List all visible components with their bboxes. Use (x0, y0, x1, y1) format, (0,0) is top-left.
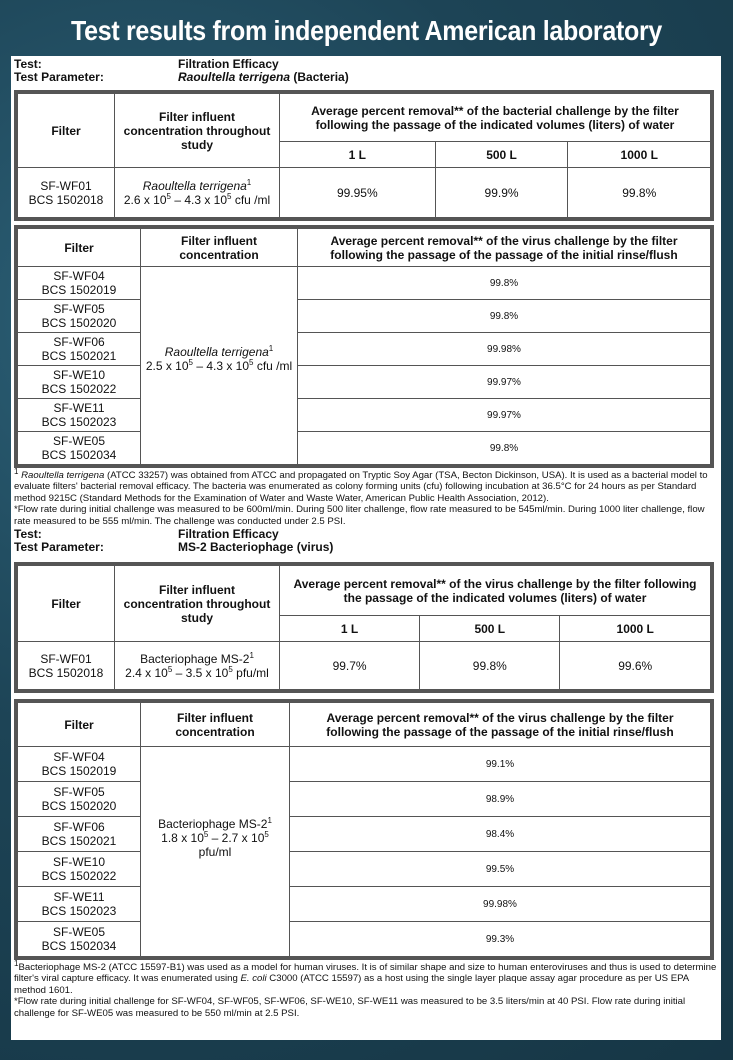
table-row (18, 333, 711, 366)
table-row (18, 399, 711, 432)
table-row (18, 168, 711, 218)
header-filter: Filter (18, 94, 115, 168)
param-value: Raoultella terrigena (Bacteria) (178, 70, 349, 84)
filter-cell: SF-WF06 BCS 1502021 (18, 817, 141, 852)
section1-header (14, 56, 718, 84)
filter-cell: SF-WE11 BCS 1502023 (18, 887, 141, 922)
removal-value-1: 99.95% (280, 168, 436, 218)
removal-value: 99.98% (298, 333, 711, 366)
table-row (18, 852, 711, 887)
page-banner-title: Test results from independent American laboratory (71, 15, 662, 47)
header-volume-3: 1000 L (568, 142, 711, 168)
param-label: Test Parameter: (14, 70, 104, 84)
filter-cell: SF-WF05 BCS 1502020 (18, 300, 141, 333)
filter-cell: SF-WE05 BCS 1502034 (18, 432, 141, 465)
section2-header (14, 528, 718, 554)
removal-value-3: 99.6% (560, 642, 711, 690)
table-row (18, 817, 711, 852)
virus-volume-table (14, 562, 714, 693)
filter-cell: SF-WF06 BCS 1502021 (18, 333, 141, 366)
filter-cell: SF-WE10 BCS 1502022 (18, 366, 141, 399)
removal-value: 99.8% (298, 300, 711, 333)
footnote-virus: $^1$Bacteriophage MS-2 (ATCC 15597-B1) was used as a model for human viruses. It is of similar shape and size to human enteroviruses and thus is used to determine filter's viral capture efficacy. It was enumerated using E. coli C3000 (ATCC 15597) as a host using the single layer plaque assay agar procedure as per US EPA method 1601. (14, 958, 717, 996)
test-label: Test: (14, 527, 42, 542)
header-volume-2: 500 L (435, 142, 568, 168)
table-row (18, 747, 711, 782)
section1-footnotes (14, 466, 718, 527)
influent-cell: Raoultella terrigena$^1$ 2.5 x $10^5 - 4.3$ x $10^5$ cfu /ml (141, 267, 298, 465)
filter-cell: SF-WF05 BCS 1502020 (18, 782, 141, 817)
table-row (18, 366, 711, 399)
table-row (18, 432, 711, 465)
header-average-removal: Average percent removal** of the bacterial challenge by the filter following the passage of the indicated volumes (liters) of water (280, 94, 711, 142)
param-value: MS-2 Bacteriophage (virus) (178, 540, 334, 555)
header-influent: Filter influent concentration throughout study (115, 94, 280, 168)
test-value: Filtration Efficacy (178, 57, 279, 71)
removal-value-2: 99.8% (420, 642, 560, 690)
table-row (18, 300, 711, 333)
header-average-removal: Average percent removal** of the virus challenge by the filter following the passage of the indicated volumes (liters) of water (280, 566, 711, 616)
header-volume-3: 1000 L (560, 616, 711, 642)
table-row (18, 267, 711, 300)
removal-value: 99.1% (290, 747, 711, 782)
test-label: Test: (14, 57, 42, 71)
header-filter: Filter (18, 229, 141, 267)
header-volume-1: 1 L (280, 142, 436, 168)
filter-cell: SF-WE05 BCS 1502034 (18, 922, 141, 957)
footnote-flow-rate: *Flow rate during initial challenge was measured to be 600ml/min. During 500 liter challenge, flow rate measured to be 545ml/min. During 1000 liter challenge, flow rate measured to be 555 ml/min. The challenge was conducted under 2.5 PSI. (14, 504, 705, 527)
removal-value: 99.98% (290, 887, 711, 922)
header-average-removal: Average percent removal** of the virus challenge by the filter following the passage of the passage of the initial rinse/flush (290, 703, 711, 747)
filter-cell: SF-WF04 BCS 1502019 (18, 267, 141, 300)
bacteria-flush-table (14, 225, 714, 468)
virus-flush-table (14, 699, 714, 960)
table-row (18, 922, 711, 957)
influent-cell: Bacteriophage $MS-2^1$ 1.8 x $10^5 - 2.7$ x $10^5$ pfu/ml (141, 747, 290, 957)
header-influent: Filter influent concentration throughout study (115, 566, 280, 642)
removal-value: 99.8% (298, 267, 711, 300)
removal-value: 99.97% (298, 366, 711, 399)
removal-value-1: 99.7% (280, 642, 420, 690)
header-average-removal: Average percent removal** of the virus challenge by the filter following the passage of the passage of the initial rinse/flush (298, 229, 711, 267)
removal-value-3: 99.8% (568, 168, 711, 218)
header-volume-2: 500 L (420, 616, 560, 642)
header-filter: Filter (18, 703, 141, 747)
removal-value: 98.9% (290, 782, 711, 817)
table-row (18, 782, 711, 817)
table-row (18, 887, 711, 922)
filter-cell: SF-WF01 BCS 1502018 (18, 642, 115, 690)
header-influent: Filter influent concentration (141, 703, 290, 747)
header-influent: Filter influent concentration (141, 229, 298, 267)
table-row (18, 642, 711, 690)
removal-value: 98.4% (290, 817, 711, 852)
bacteria-volume-table (14, 90, 714, 221)
removal-value: 99.97% (298, 399, 711, 432)
header-filter: Filter (18, 566, 115, 642)
param-label: Test Parameter: (14, 540, 104, 555)
influent-cell: Raoultella terrigena$^1$ 2.6 x $10^5 - 4.3$ x $10^5$ cfu /ml (115, 168, 280, 218)
footnote-flow-rate: *Flow rate during initial challenge for SF-WF04, SF-WF05, SF-WF06, SF-WE10, SF-WE11 was measured to be 3.5 liters/min at 40 PSI. Flow rate during initial challenge for SF-WE05 was measured to be 550 ml/min at 2.5 PSI. (14, 996, 686, 1019)
filter-cell: SF-WF01 BCS 1502018 (18, 168, 115, 218)
footnote-bacteria: $^1$ Raoultella terrigena (ATCC 33257) was obtained from ATCC and propagated on Tryptic Soy Agar (TSA, Becton Dickinson, USA). It is used as a bacterial model to evaluate filters' bacterial removal efficacy. The bacteria was enumerated as colony forming units (cfu) following incubation at 36.5°C for 24 hours as per Standard method 9215C (Standard Methods for the Examination of Water and Waste Water, American Public Health Association, 2012). (14, 466, 708, 504)
removal-value: 99.3% (290, 922, 711, 957)
filter-cell: SF-WE11 BCS 1502023 (18, 399, 141, 432)
header-volume-1: 1 L (280, 616, 420, 642)
removal-value-2: 99.9% (435, 168, 568, 218)
removal-value: 99.8% (298, 432, 711, 465)
section2-footnotes (14, 958, 718, 1019)
removal-value: 99.5% (290, 852, 711, 887)
results-sheet (11, 56, 721, 1040)
test-value: Filtration Efficacy (178, 527, 279, 542)
filter-cell: SF-WF04 BCS 1502019 (18, 747, 141, 782)
influent-cell: Bacteriophage $MS-2^1$ 2.4 x $10^5 - 3.5$ x $10^5$ pfu/ml (115, 642, 280, 690)
filter-cell: SF-WE10 BCS 1502022 (18, 852, 141, 887)
